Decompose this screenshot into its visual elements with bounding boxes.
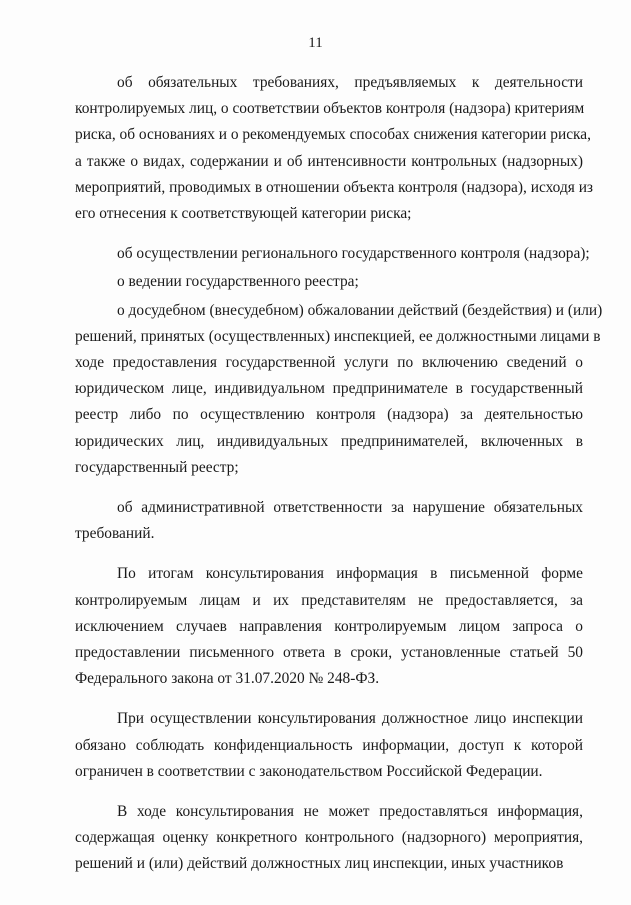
text-line: решений, принятых (осуществленных) инспекцией, ее должностными лицами в	[75, 327, 601, 345]
paragraph-consultation-restrictions	[75, 799, 583, 878]
text-line: содержащая оценку конкретного контрольного (надзорного) мероприятия,	[75, 829, 583, 847]
text-line: государственный реестр;	[75, 458, 239, 476]
text-line: мероприятий, проводимых в отношении объекта контроля (надзора), исходя из	[75, 178, 594, 196]
paragraph-confidentiality	[75, 706, 583, 785]
text-line: ограничен в соответствии с законодательством Российской Федерации.	[75, 762, 543, 780]
text-line: По итогам консультирования информация в письменной форме	[117, 565, 583, 583]
text-line: о досудебном (внесудебном) обжаловании действий (бездействия) и (или)	[117, 301, 603, 319]
document-body	[75, 70, 603, 878]
text-line: его отнесения к соответствующей категории риска;	[75, 205, 412, 223]
text-line: юридических лиц, индивидуальных предпринимателей, включенных в	[75, 432, 583, 450]
text-line: При осуществлении консультирования должностное лицо инспекции	[117, 710, 583, 728]
text-line: контролируемым лицам и их представителям не предоставляется, за	[75, 591, 583, 609]
text-line: а также о видах, содержании и об интенсивности контрольных (надзорных)	[75, 152, 583, 170]
text-line: об осуществлении регионального государственного контроля (надзора);	[117, 245, 590, 263]
text-line: реестр либо по осуществлению контроля (надзора) за деятельностью	[75, 406, 583, 424]
text-line: юридическом лице, индивидуальном предпринимателе в государственный	[75, 380, 583, 398]
text-line: об административной ответственности за нарушение обязательных	[117, 499, 583, 517]
paragraph-obligatory-requirements	[75, 70, 594, 227]
paragraph-regional-control	[75, 241, 590, 267]
page-number: 11	[308, 35, 323, 51]
text-line: Федерального закона от 31.07.2020 № 248-ФЗ.	[75, 670, 380, 688]
text-line: требований.	[75, 525, 155, 543]
text-line: исключением случаев направления контролируемым лицом запроса о	[75, 617, 583, 635]
text-line: о ведении государственного реестра;	[117, 273, 359, 291]
text-line: решений и (или) действий должностных лиц инспекции, иных участников	[75, 855, 564, 873]
text-line: контролируемых лиц, о соответствии объектов контроля (надзора) критериям	[75, 100, 585, 118]
text-line: ходе предоставления государственной услуги по включению сведений о	[75, 354, 583, 372]
text-line: В ходе консультирования не может предоставляться информация,	[117, 803, 583, 821]
text-line: риска, об основаниях и о рекомендуемых способах снижения категории риска,	[75, 126, 591, 144]
text-line: обязано соблюдать конфиденциальность информации, доступ к которой	[75, 736, 583, 754]
paragraph-consultation-results	[75, 561, 583, 692]
text-line: об обязательных требованиях, предъявляемых к деятельности	[117, 74, 583, 91]
paragraph-pretrial-appeal	[75, 298, 603, 481]
paragraph-administrative-liability	[75, 495, 583, 547]
paragraph-state-register	[75, 269, 583, 295]
text-line: предоставлении письменного ответа в сроки, установленные статьей 50	[75, 644, 583, 662]
